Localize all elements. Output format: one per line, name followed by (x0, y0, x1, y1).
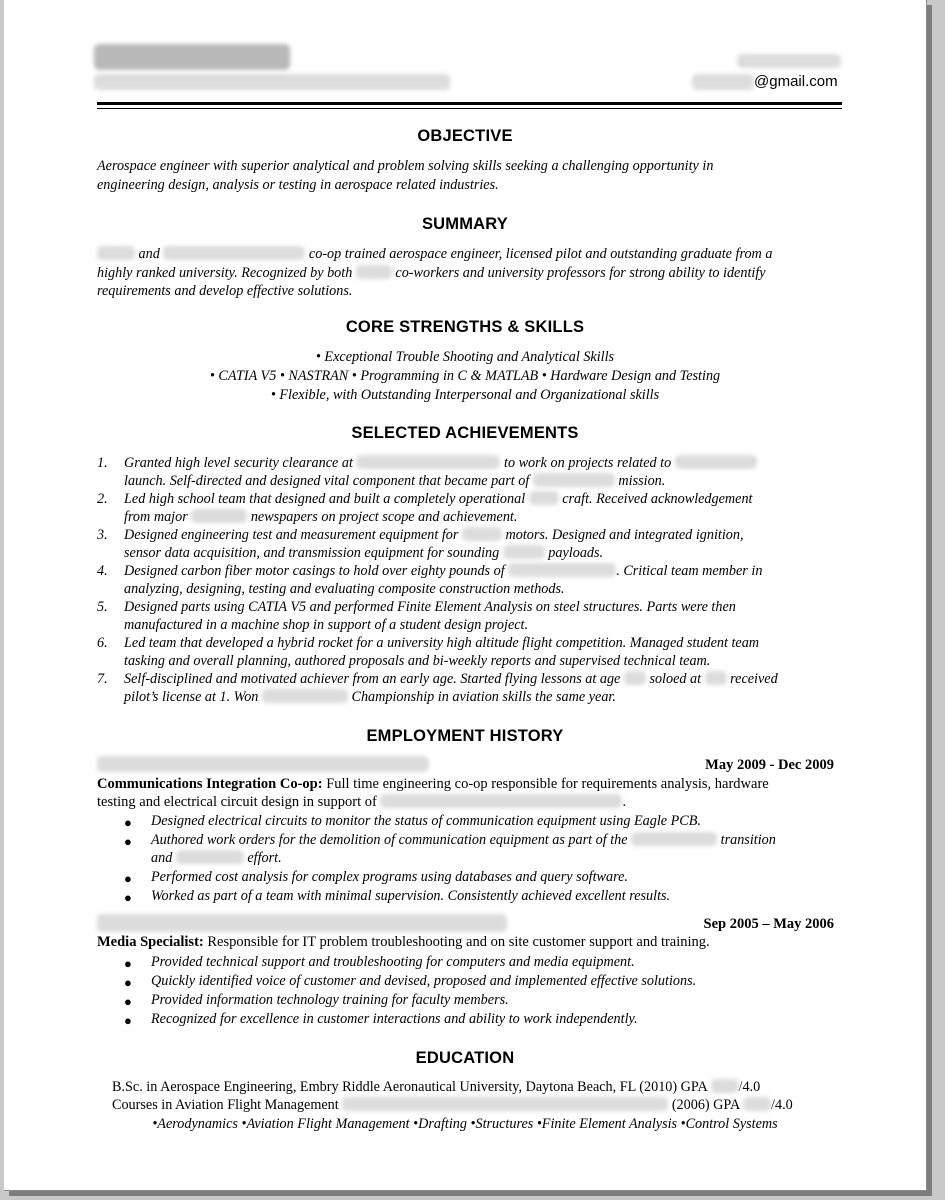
summary-line-2b: co-workers and university professors for strong ability to identify (395, 264, 766, 281)
summary-line-3: requirements and develop effective solutions. (97, 283, 353, 299)
job-1-title: Communications Integration Co-op: (97, 776, 323, 792)
job-1-line-1 (97, 776, 769, 793)
bullet-dot: ● (124, 834, 132, 849)
skills-heading: CORE STRENGTHS & SKILLS (345, 318, 585, 336)
job-1-dates: May 2009 - Dec 2009 (705, 757, 834, 773)
item-text: mission. (618, 473, 666, 489)
job-2-desc: Responsible for IT problem troubleshooting and on site customer support and training. (203, 934, 710, 950)
summary-text (97, 245, 857, 301)
item-text: newspapers on project scope and achievement. (250, 509, 518, 525)
skills-line-3: • Flexible, with Outstanding Interpersonal and Organizational skills (270, 387, 660, 403)
redacted-address (94, 74, 450, 90)
item-text: pilot’s license at 1. Won (124, 689, 259, 705)
item-line (124, 508, 517, 526)
item-number: 7. (97, 671, 108, 687)
job-1-bullet-4: Worked as part of a team with minimal supervision. Consistently achieved excellent results. (151, 888, 671, 904)
item-text: received (730, 671, 778, 687)
job-1-bullet-3: Performed cost analysis for complex programs using databases and query software. (151, 869, 628, 885)
job-2-bullet-1: Provided technical support and troubleshooting for computers and media equipment. (151, 954, 635, 970)
item-line (124, 526, 744, 544)
redacted-text (675, 455, 757, 469)
bullet-dot: ● (124, 975, 132, 990)
job-1-desc: testing and electrical circuit design in support of (97, 794, 377, 810)
redacted-text (380, 794, 622, 808)
item-text: craft. Received acknowledgement (562, 491, 753, 507)
achievements-heading: SELECTED ACHIEVEMENTS (351, 424, 579, 442)
redacted-name (94, 44, 290, 70)
item-line (124, 688, 616, 706)
redacted-text (262, 689, 348, 703)
summary-line-1 (97, 245, 857, 264)
redacted-text (624, 671, 646, 685)
redacted-text (503, 545, 545, 559)
item-text: launch. Self-directed and designed vital component that became part of (124, 473, 530, 489)
item-line (124, 544, 603, 562)
redacted-text (356, 265, 392, 279)
job-2-dates: Sep 2005 – May 2006 (703, 916, 834, 932)
job-1-desc: . (622, 794, 627, 810)
item-line (124, 670, 778, 688)
item-text: . Critical team member in (616, 563, 763, 579)
item-text: Designed carbon fiber motor casings to hold over eighty pounds of (124, 563, 505, 579)
skills-line-1: • Exceptional Trouble Shooting and Analytical Skills (315, 349, 615, 365)
item-text: to work on projects related to (504, 455, 672, 471)
summary-line-1-text: co-op trained aerospace engineer, licensed pilot and outstanding graduate from a (308, 246, 773, 262)
item-text: payloads. (548, 545, 604, 561)
item-text: motors. Designed and integrated ignition, (505, 527, 744, 543)
job-2-bullet-2: Quickly identified voice of customer and devised, proposed and implemented effective solutions. (151, 973, 697, 989)
item-number: 1. (97, 455, 108, 471)
item-line: analyzing, designing, testing and evaluating composite construction methods. (124, 581, 565, 597)
redacted-employer-1 (97, 756, 429, 772)
redacted-text (191, 509, 247, 523)
item-number: 4. (97, 563, 108, 579)
gpa-scale: /4.0 (738, 1079, 761, 1095)
bullet-dot: ● (124, 890, 132, 905)
education-line-1 (112, 1079, 760, 1096)
education-courses: •Aerodynamics •Aviation Flight Management •Drafting •Structures •Finite Element Analysis •Control Systems (152, 1116, 778, 1132)
redacted-text (533, 473, 615, 487)
redacted-text (356, 455, 500, 469)
job-2-bullet-3: Provided information technology training for faculty members. (151, 992, 509, 1008)
objective-line-1: Aerospace engineer with superior analytical and problem solving skills seeking a challenging opportunity in (97, 158, 714, 174)
bullet-dot: ● (124, 956, 132, 971)
education-line-2 (112, 1097, 793, 1114)
degree-text: B.Sc. in Aerospace Engineering, Embry Riddle Aeronautical University, Daytona Beach, FL (2010) GPA (112, 1079, 707, 1095)
bullet-dot: ● (124, 1013, 132, 1028)
job-1-bullet-2-cont (151, 850, 282, 867)
education-heading: EDUCATION (415, 1049, 515, 1067)
gpa-scale: /4.0 (771, 1097, 793, 1113)
item-number: 2. (97, 491, 108, 507)
item-line: tasking and overall planning, authored proposals and bi-weekly reports and supervised technical team. (124, 653, 711, 669)
redacted-text (508, 563, 616, 577)
bullet-text: effort. (247, 850, 282, 866)
redacted-employer-2 (97, 914, 507, 932)
redacted-text (631, 832, 717, 846)
job-2-bullet-4: Recognized for excellence in customer interactions and ability to work independently. (151, 1011, 638, 1027)
objective-heading: OBJECTIVE (417, 127, 513, 145)
bullet-dot: ● (124, 815, 132, 830)
redacted-email-user (692, 74, 754, 90)
item-line: Designed parts using CATIA V5 and performed Finite Element Analysis on steel structures. Parts were then (124, 599, 736, 615)
item-line (124, 472, 665, 490)
bullet-text: transition (720, 832, 776, 848)
summary-line-2 (97, 264, 857, 283)
header-rule-thick (97, 102, 842, 105)
bullet-text: and (151, 850, 173, 866)
item-text: soloed at (649, 671, 702, 687)
email-domain: @gmail.com (754, 73, 838, 90)
item-text: Granted high level security clearance at (124, 455, 353, 471)
item-number: 3. (97, 527, 108, 543)
redacted-text (176, 850, 244, 864)
summary-heading: SUMMARY (421, 215, 509, 233)
skills-line-2: • CATIA V5 • NASTRAN • Programming in C & MATLAB • Hardware Design and Testing (209, 368, 721, 384)
redacted-text (163, 246, 305, 260)
employment-heading: EMPLOYMENT HISTORY (366, 727, 564, 745)
item-text: Led high school team that designed and built a completely operational (124, 491, 526, 507)
job-2-line-1 (97, 934, 710, 951)
bullet-dot: ● (124, 871, 132, 886)
job-1-desc: Full time engineering co-op responsible for requirements analysis, hardware (322, 776, 769, 792)
item-number: 5. (97, 599, 108, 615)
header-rule-thin (97, 108, 842, 109)
job-2-title: Media Specialist: (97, 934, 204, 950)
redacted-text (97, 246, 135, 260)
item-text: from major (124, 509, 188, 525)
job-1-bullet-2 (151, 832, 776, 849)
redacted-text (462, 527, 502, 541)
item-text: Designed engineering test and measurement equipment for (124, 527, 459, 543)
item-line (124, 562, 762, 580)
item-line: Led team that developed a hybrid rocket for a university high altitude flight competition. Managed student team (124, 635, 760, 651)
objective-text (97, 157, 857, 194)
job-1-line-2 (97, 794, 626, 811)
summary-line-2a: highly ranked university. Recognized by both (97, 264, 353, 281)
redacted-gpa (711, 1079, 739, 1093)
objective-line-2: engineering design, analysis or testing in aerospace related industries. (97, 176, 499, 193)
item-text: sensor data acquisition, and transmission equipment for sounding (124, 545, 500, 561)
courses-gpa-label: (2006) GPA (671, 1097, 740, 1113)
item-number: 6. (97, 635, 108, 651)
redacted-text (342, 1097, 668, 1111)
item-text: Championship in aviation skills the same year. (351, 689, 616, 705)
courses-text: Courses in Aviation Flight Management (112, 1097, 339, 1113)
bullet-text: Authored work orders for the demolition of communication equipment as part of the (151, 832, 628, 848)
item-line (124, 490, 753, 508)
redacted-gpa (743, 1097, 771, 1111)
item-line: manufactured in a machine shop in support of a student design project. (124, 617, 529, 633)
bullet-dot: ● (124, 994, 132, 1009)
resume-page (4, 0, 927, 1191)
item-text: Self-disciplined and motivated achiever from an early age. Started flying lessons at age (124, 671, 621, 687)
redacted-phone (737, 54, 841, 68)
redacted-text (529, 491, 559, 505)
item-line (124, 454, 757, 472)
redacted-text (705, 671, 727, 685)
job-1-bullet-1: Designed electrical circuits to monitor the status of communication equipment using Eagle PCB. (151, 813, 701, 829)
summary-and: and (138, 246, 160, 262)
